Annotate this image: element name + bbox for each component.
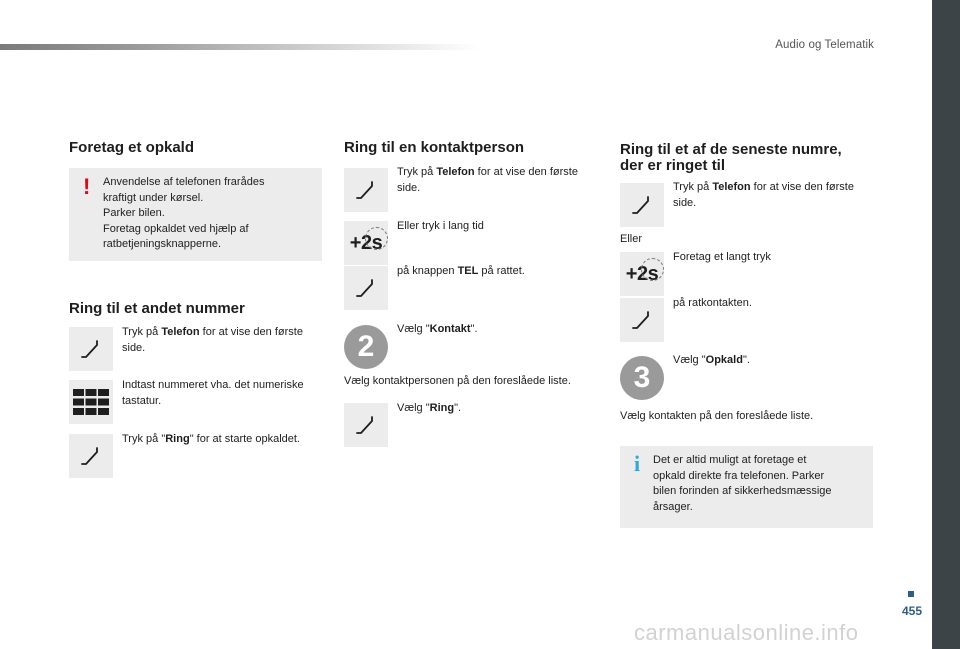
warning-text: Anvendelse af telefonen frarådes kraftigt under kørsel. Parker bilen. Foretag opkaldet ved hjælp af ratbetjeningsknapperne. <box>103 176 265 250</box>
step-long-press-text: Eller tryk i lang tid <box>397 220 484 232</box>
step-ratkontakt-text: på ratkontakten. <box>673 297 752 309</box>
phone-icon-box <box>620 298 664 342</box>
numeric-keypad-icon <box>72 388 110 416</box>
long-press-icon-box <box>620 252 664 296</box>
warning-note <box>69 168 322 261</box>
phone-handset-icon <box>77 442 105 470</box>
choose-contact-text: Vælg kontakten på den foreslåede liste. <box>620 410 814 422</box>
step-long-press-text: Foretag et langt tryk <box>673 251 771 263</box>
phone-icon-box <box>69 434 113 478</box>
step-badge-2: 2 <box>344 325 388 369</box>
step-telefon-text: Tryk på Telefon for at vise den første side. <box>122 326 303 354</box>
step-tel-text: på knappen TEL på rattet. <box>397 265 525 277</box>
info-icon: i <box>634 451 641 476</box>
page-number: 455 <box>902 604 923 618</box>
keypad-icon-box <box>69 380 113 424</box>
step-ring-text: Vælg "Ring". <box>397 402 462 414</box>
section-label: Audio og Telematik <box>775 39 874 51</box>
step-ring-text: Tryk på "Ring" for at starte opkaldet. <box>122 433 300 445</box>
step-opkald-text: Vælg "Opkald". <box>673 354 750 366</box>
right-side-bar <box>932 0 960 649</box>
plus-2s-long-press-icon: +2s <box>350 232 382 255</box>
step-badge-3: 3 <box>620 356 664 400</box>
step-keypad-text: Indtast nummeret vha. det numeriske tastatur. <box>122 379 304 407</box>
page-marker <box>908 591 914 597</box>
step-kontakt-text: Vælg "Kontakt". <box>397 323 478 335</box>
long-press-icon-box <box>344 221 388 265</box>
heading-ring-til-et-andet-nummer: Ring til et andet nummer <box>69 300 245 317</box>
step-telefon-text: Tryk på Telefon for at vise den første side. <box>673 181 854 209</box>
phone-icon-box <box>69 327 113 371</box>
phone-icon-box <box>620 183 664 227</box>
phone-handset-icon <box>352 274 380 302</box>
heading-ring-til-en-kontaktperson: Ring til en kontaktperson <box>344 139 525 156</box>
phone-icon-box <box>344 403 388 447</box>
phone-handset-icon <box>77 335 105 363</box>
info-text: Det er altid muligt at foretage et opkald direkte fra telefonen. Parker bilen forinden af sikkerhedsmæssige årsager. <box>653 454 832 513</box>
watermark: carmanualsonline.info <box>634 620 859 645</box>
choose-contact-text: Vælg kontaktpersonen på den foreslåede liste. <box>344 375 571 387</box>
warning-icon: ! <box>83 174 91 199</box>
heading-foretag-et-opkald: Foretag et opkald <box>69 139 195 156</box>
phone-handset-icon <box>628 306 656 334</box>
info-note <box>620 446 873 528</box>
eller-text: Eller <box>620 233 643 245</box>
phone-handset-icon <box>352 411 380 439</box>
phone-icon-box <box>344 266 388 310</box>
plus-2s-long-press-icon: +2s <box>626 263 658 286</box>
top-gradient-rule <box>0 44 480 50</box>
heading-ring-til-seneste-numre: Ring til et af de seneste numre, der er ringet til <box>620 141 842 174</box>
phone-icon-box <box>344 168 388 212</box>
phone-handset-icon <box>352 176 380 204</box>
step-telefon-text: Tryk på Telefon for at vise den første side. <box>397 166 578 194</box>
phone-handset-icon <box>628 191 656 219</box>
